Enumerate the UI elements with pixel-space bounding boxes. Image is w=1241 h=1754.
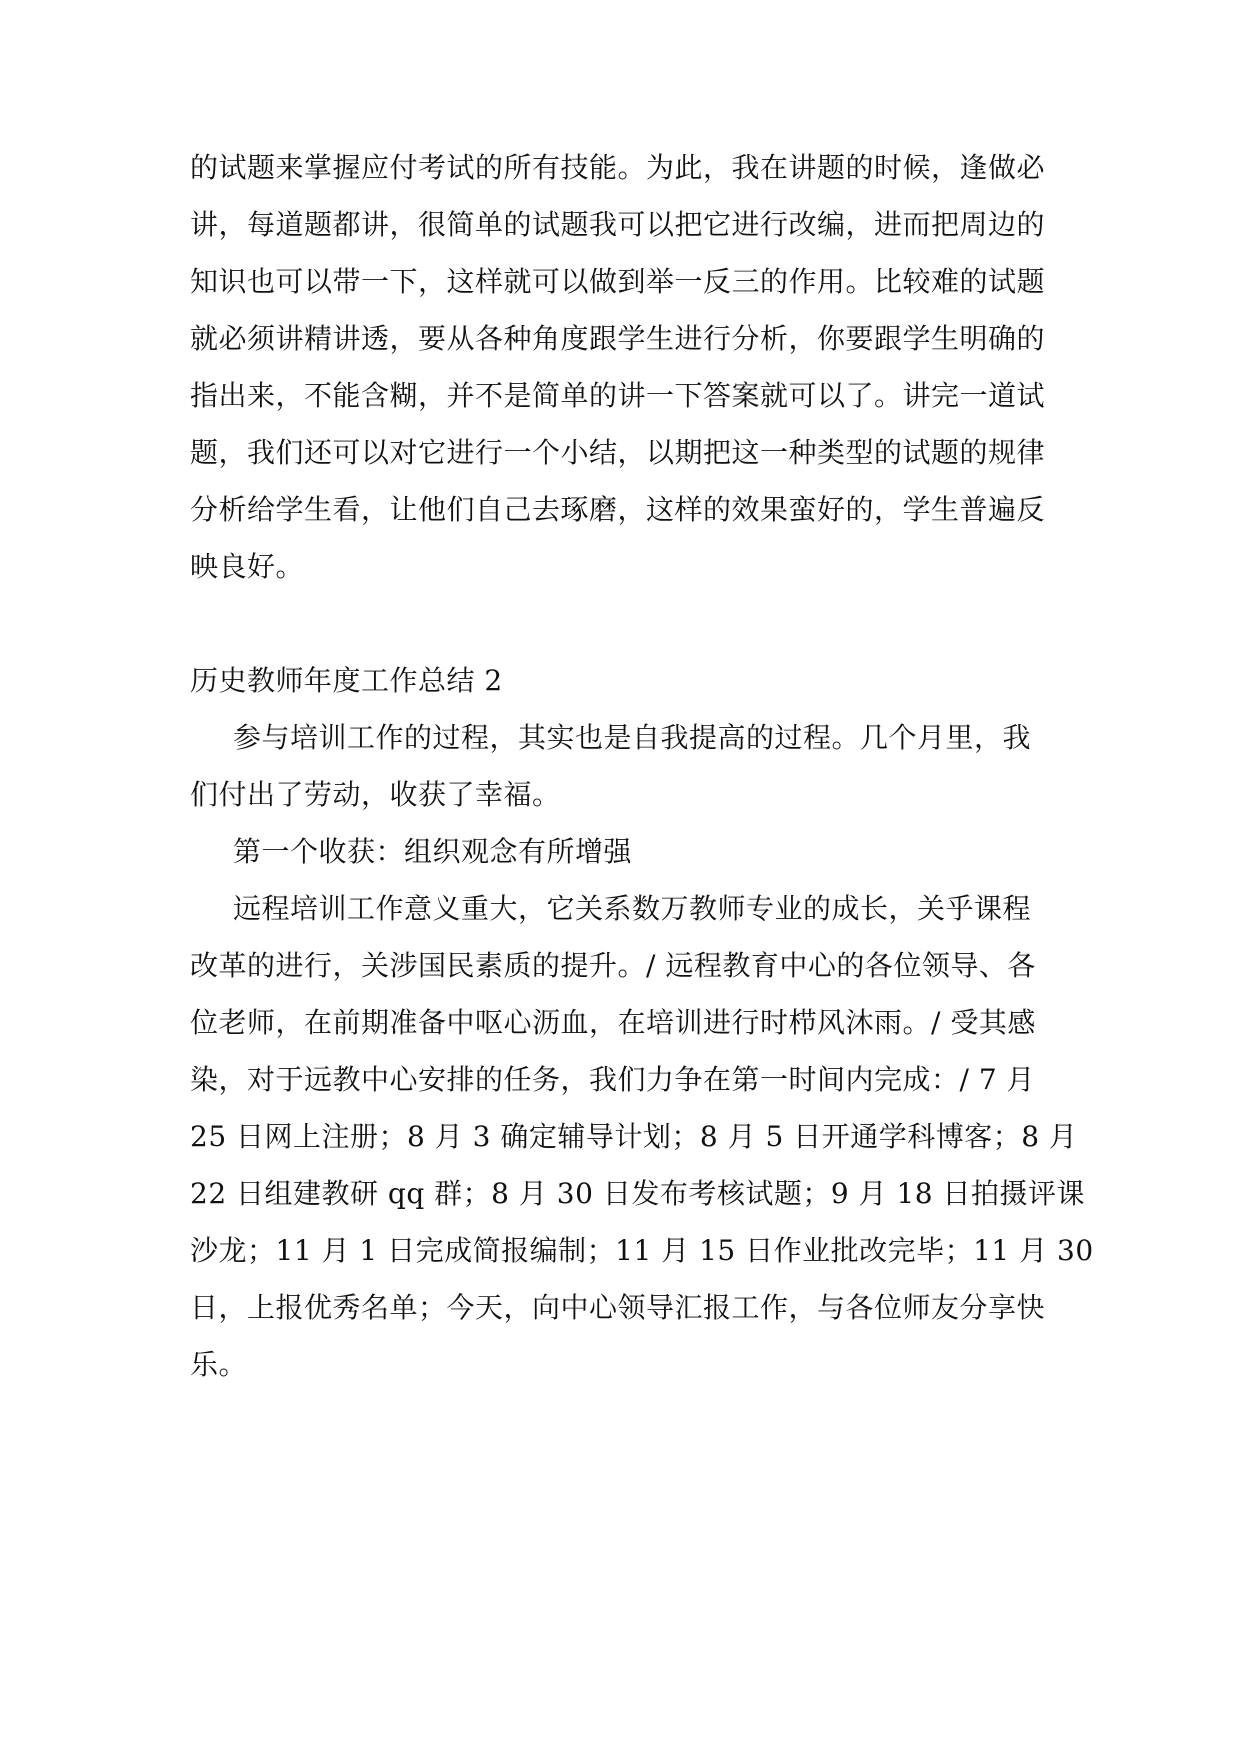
paragraph1-line: 指出来，不能含糊，并不是简单的讲一下答案就可以了。讲完一道试 xyxy=(190,379,1046,412)
paragraph3-line: 改革的进行，关涉国民素质的提升。/ 远程教育中心的各位领导、各 xyxy=(190,949,1036,982)
paragraph3-line: 沙龙；11 月 1 日完成简报编制；11 月 15 日作业批改完毕；11 月 30 xyxy=(190,1234,1094,1267)
section-heading: 历史教师年度工作总结 2 xyxy=(190,664,503,697)
paragraph3-line: 25 日网上注册；8 月 3 确定辅导计划；8 月 5 日开通学科博客；8 月 xyxy=(190,1120,1078,1153)
paragraph1-line: 分析给学生看，让他们自己去琢磨，这样的效果蛮好的，学生普遍反 xyxy=(190,493,1046,526)
paragraph1-line: 讲，每道题都讲，很简单的试题我可以把它进行改编，进而把周边的 xyxy=(190,208,1046,241)
paragraph3-line: 乐。 xyxy=(190,1348,248,1381)
paragraph3-line: 远程培训工作意义重大，它关系数万教师专业的成长，关乎课程 xyxy=(233,892,1032,925)
paragraph3-line: 22 日组建教研 qq 群；8 月 30 日发布考核试题；9 月 18 日拍摄评课 xyxy=(190,1177,1085,1210)
paragraph1-line: 知识也可以带一下，这样就可以做到举一反三的作用。比较难的试题 xyxy=(190,265,1046,298)
paragraph1-line: 就必须讲精讲透，要从各种角度跟学生进行分析，你要跟学生明确的 xyxy=(190,322,1046,355)
paragraph2-line: 参与培训工作的过程，其实也是自我提高的过程。几个月里，我 xyxy=(233,721,1032,754)
paragraph3-line: 日，上报优秀名单；今天，向中心领导汇报工作，与各位师友分享快 xyxy=(190,1291,1046,1324)
paragraph1-line: 的试题来掌握应付考试的所有技能。为此，我在讲题的时候，逢做必 xyxy=(190,151,1046,184)
paragraph1-line: 题，我们还可以对它进行一个小结，以期把这一种类型的试题的规律 xyxy=(190,436,1046,469)
paragraph3-line: 位老师，在前期准备中呕心沥血，在培训进行时栉风沐雨。/ 受其感 xyxy=(190,1006,1036,1039)
paragraph1-line: 映良好。 xyxy=(190,550,305,583)
subheading: 第一个收获：组织观念有所增强 xyxy=(233,835,633,868)
paragraph2-line: 们付出了劳动，收获了幸福。 xyxy=(190,778,561,811)
paragraph3-line: 染，对于远教中心安排的任务，我们力争在第一时间内完成：/ 7 月 xyxy=(190,1063,1036,1096)
